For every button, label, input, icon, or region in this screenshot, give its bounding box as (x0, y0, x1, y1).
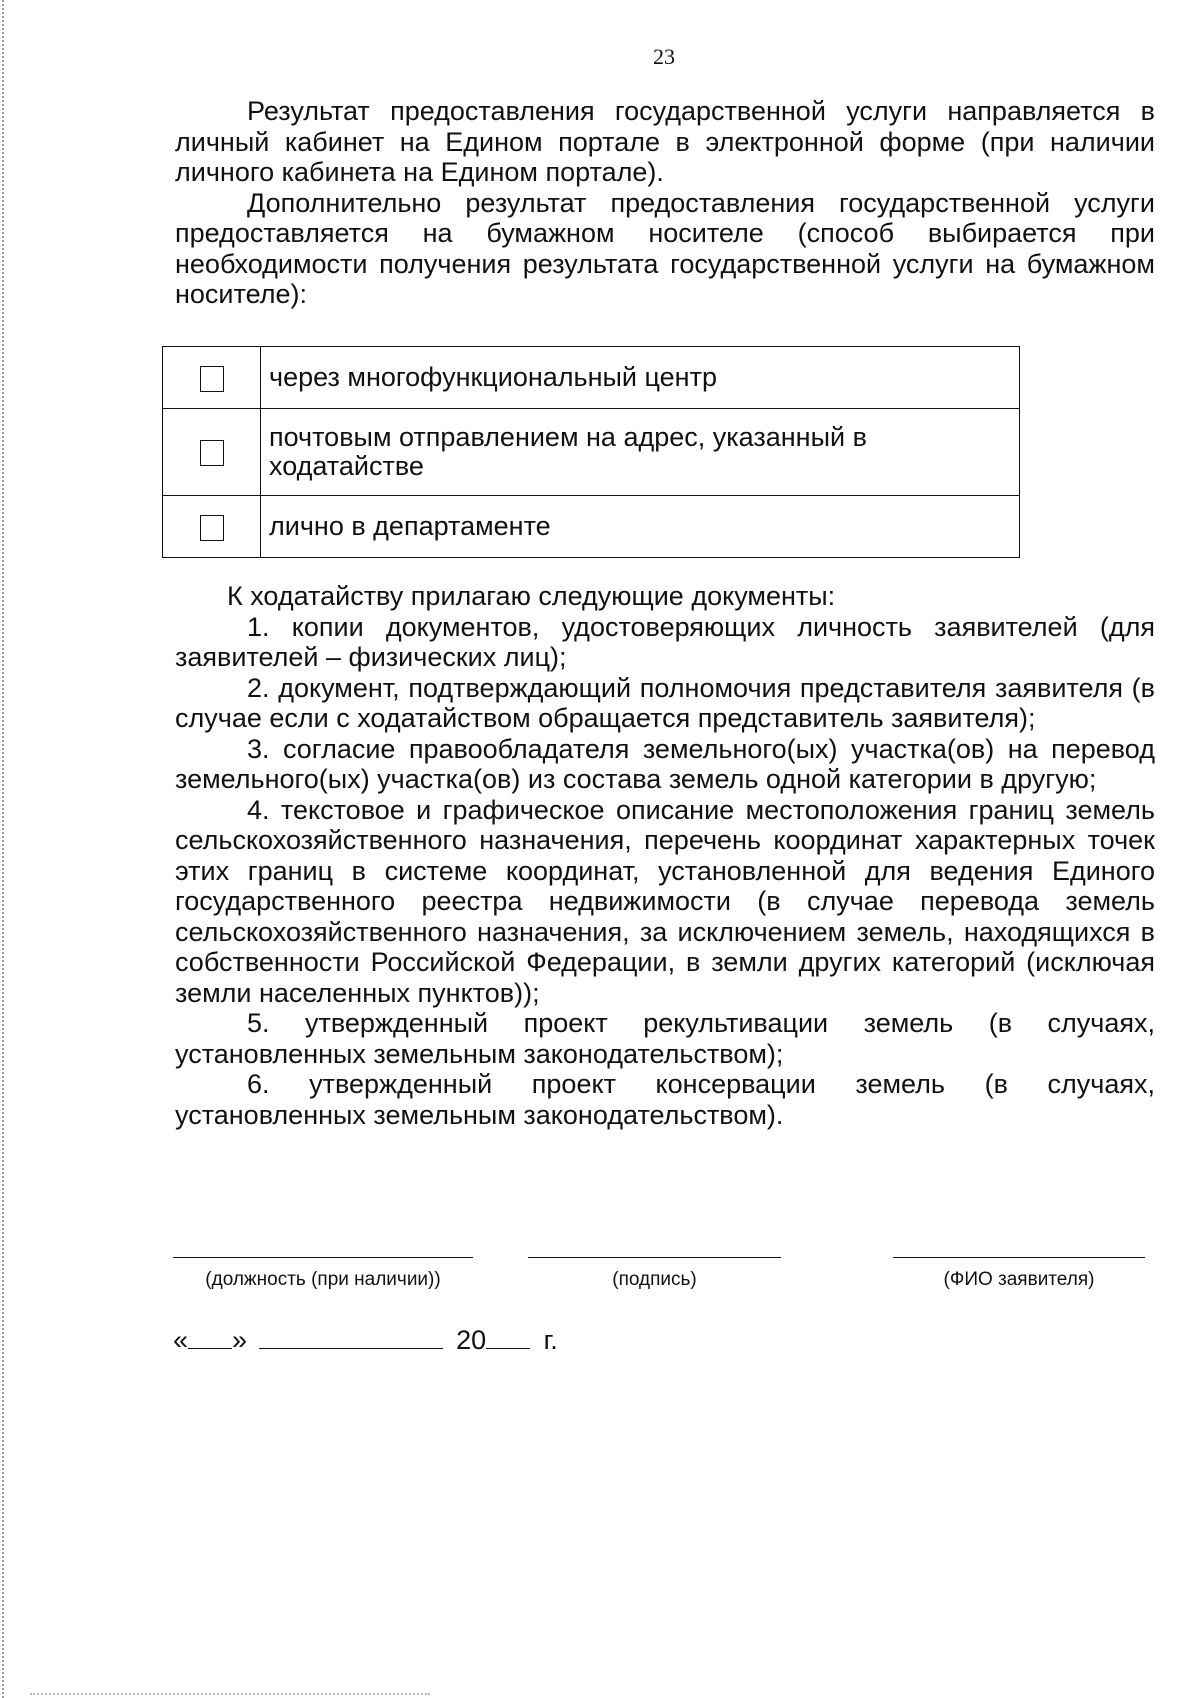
delivery-option-row (163, 347, 1020, 409)
attachment-item-5: 5. утвержденный проект рекультивации земель (в случаях, установленных земельным законодательством); (175, 1008, 1155, 1069)
delivery-option-row (163, 409, 1020, 496)
scan-bottom-edge (30, 1693, 430, 1695)
name-caption: (ФИО заявителя) (943, 1269, 1095, 1290)
position-signature-line[interactable] (173, 1257, 473, 1258)
attachment-item-3: 3. согласие правообладателя земельного(ых) участка(ов) на перевод земельного(ых) участка(ов) из состава земель одной категории в другую; (175, 733, 1155, 794)
year-prefix: 20 (456, 1325, 487, 1355)
intro-paragraph-2: Дополнительно результат предоставления государственной услуги предоставляется на бумажном носителе (способ выбирается при необходимости получения результата государственной услуги на бумажном носителе): (175, 187, 1155, 309)
attachments-heading: К ходатайству прилагаю следующие документы: (227, 581, 836, 611)
delivery-options-table (162, 346, 1020, 558)
day-blank[interactable] (188, 1326, 232, 1349)
scan-left-edge (2, 0, 4, 1698)
option-post-checkbox[interactable] (200, 440, 224, 466)
option-mfc-label: через многофункциональный центр (261, 347, 1020, 409)
delivery-option-row (163, 496, 1020, 558)
attachments-section (175, 581, 1155, 1130)
date-close-quote: » (232, 1325, 248, 1355)
option-mfc-checkbox[interactable] (200, 366, 224, 392)
year-blank[interactable] (486, 1326, 530, 1349)
intro-section (175, 96, 1155, 310)
option-in-person-label: лично в департаменте (261, 496, 1020, 558)
position-caption: (должность (при наличии)) (205, 1269, 441, 1290)
year-suffix: г. (543, 1325, 558, 1355)
attachment-item-2: 2. документ, подтверждающий полномочия представителя заявителя (в случае если с ходатайством обращается представитель заявителя); (175, 672, 1155, 733)
signature-caption: (подпись) (612, 1269, 697, 1290)
attachment-item-4: 4. текстовое и графическое описание местоположения границ земель сельскохозяйственного назначения, перечень координат характерных точек этих границ в системе координат, установленной для ведения Единого государственного реестра недвижимости (в случае перевода земель сельскохозяйственного назначения, за исключением земель, находящихся в собственности Российской Федерации, в земли других категорий (исключая земли населенных пунктов)); (175, 794, 1155, 1008)
option-post-label: почтовым отправлением на адрес, указанный в ходатайстве (261, 409, 1020, 496)
month-blank[interactable] (259, 1326, 443, 1349)
attachment-item-1: 1. копии документов, удостоверяющих личность заявителей (для заявителей – физических лиц); (175, 611, 1155, 672)
attachment-item-6: 6. утвержденный проект консервации земель (в случаях, установленных земельным законодательством). (175, 1069, 1155, 1130)
option-in-person-checkbox[interactable] (200, 515, 224, 541)
intro-paragraph-1: Результат предоставления государственной услуги направляется в личный кабинет на Едином портале в электронной форме (при наличии личного кабинета на Едином портале). (175, 96, 1155, 187)
date-line (173, 1325, 558, 1356)
page-number: 23 (653, 44, 675, 69)
date-open-quote: « (173, 1325, 189, 1355)
signature-line[interactable] (528, 1257, 781, 1258)
name-signature-line[interactable] (893, 1257, 1145, 1258)
